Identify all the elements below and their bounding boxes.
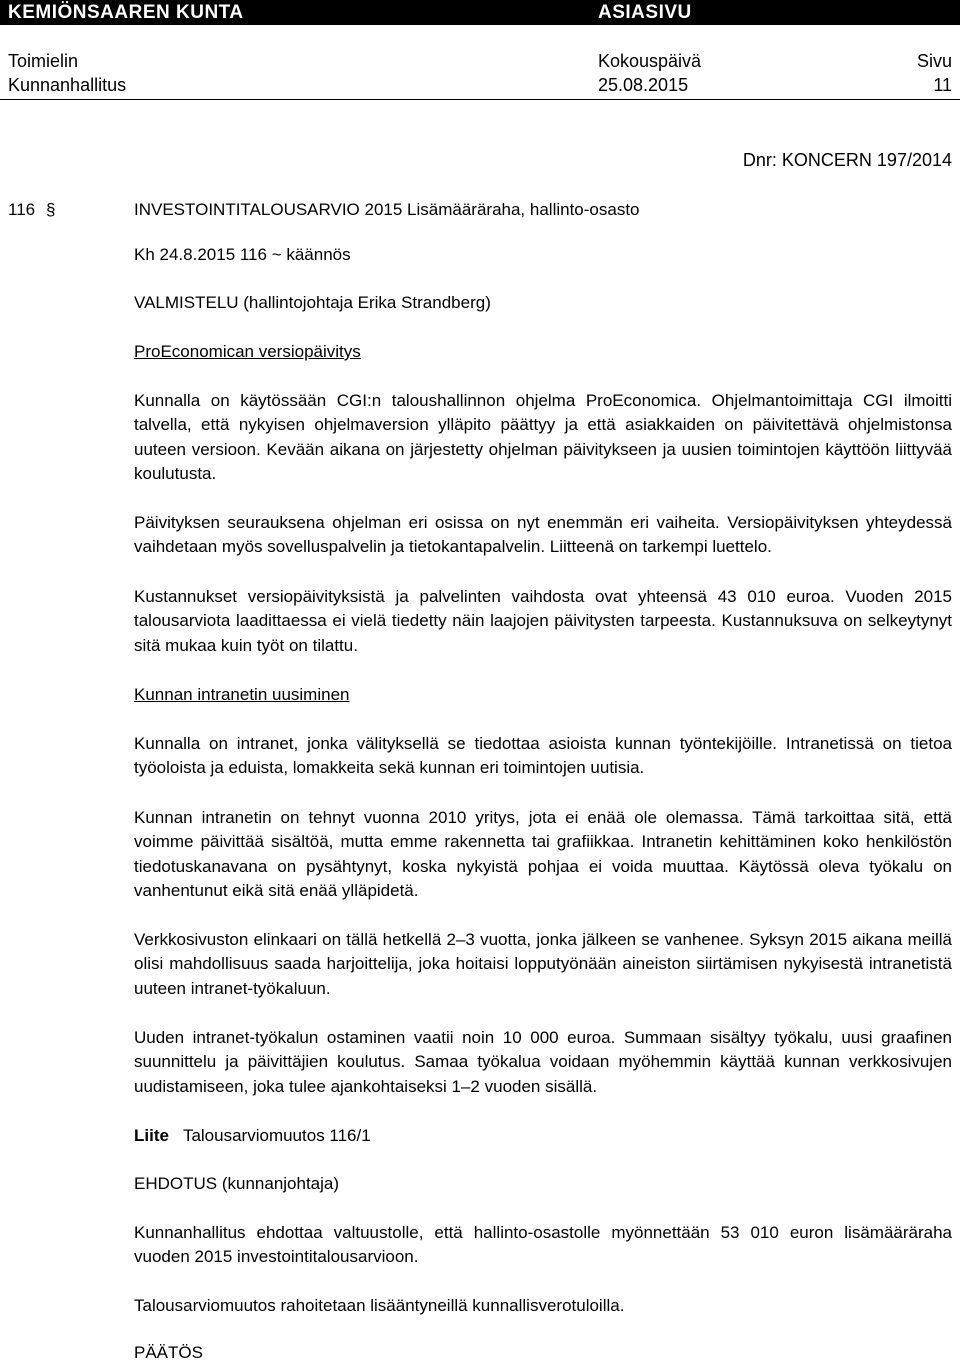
body-label: Toimielin — [8, 51, 79, 71]
item-title: INVESTOINTITALOUSARVIO 2015 Lisämääräraha, hallinto-osasto — [134, 200, 640, 219]
attachment-label: Liite — [134, 1126, 169, 1145]
header-divider — [0, 99, 960, 100]
body-value: Kunnanhallitus — [8, 75, 127, 95]
attachment-value: Talousarviomuutos 116/1 — [182, 1126, 371, 1145]
section-heading-intranet: Kunnan intranetin uusiminen — [134, 685, 350, 704]
preparer-line: VALMISTELU (hallintojohtaja Erika Strandberg) — [134, 293, 491, 312]
paragraph-9: Talousarviomuutos rahoitetaan lisääntyneillä kunnallisverotuloilla. — [134, 1296, 625, 1315]
decision-heading: PÄÄTÖS — [134, 1343, 203, 1362]
proposal-heading: EHDOTUS (kunnanjohtaja) — [134, 1174, 340, 1193]
date-value: 25.08.2015 — [598, 75, 689, 95]
section-heading-proeconomica: ProEconomican versiopäivitys — [134, 342, 361, 361]
paragraph-1: Kunnalla on käytössään CGI:n taloushallinnon ohjelma ProEconomica. Ohjelmantoimittaja CGI ilmoitti talvella, että nykyisen ohjelmaversion ylläpito päättyy ja että asiakkaiden on päivitettävä ohjelmistonsa uuteen versioon. Kevään aikana on järjestetty ohjelman päivitykseen ja uusien toimintojen käyttöön liittyvää koulutusta. — [134, 391, 952, 483]
item-number: 116 — [8, 200, 36, 219]
paragraph-8: Kunnanhallitus ehdottaa valtuustolle, että hallinto-osastolle myönnettään 53 010 euron lisämääräraha vuoden 2015 investointitalousarvioon. — [134, 1223, 952, 1267]
paragraph-7: Uuden intranet-työkalun ostaminen vaatii noin 10 000 euroa. Summaan sisältyy työkalu, uusi graafinen suunnittelu ja päivittäjien koulutus. Samaa työkalua voidaan myöhemmin käyttää kunnan verkkosivujen uudistamiseen, joka tulee ajankohtaiseksi 1–2 vuoden sisällä. — [134, 1028, 952, 1096]
organization-name: KEMIÖNSAAREN KUNTA — [8, 2, 244, 23]
paragraph-5: Kunnan intranetin on tehnyt vuonna 2010 yritys, jota ei enää ole olemassa. Tämä tarkoittaa sitä, että voimme päivittää sisältöä, mutta emme rakennetta tai grafiikkaa. Intranetin kehittäminen koko henkilöstön tiedotuskanavana on pysähtynyt, koska nykyistä pohjaa ei voida muuttaa. Käytössä oleva työkalu on vanhentunut eikä sitä enää ylläpidetä. — [134, 808, 952, 900]
attachment-line — [134, 1124, 371, 1148]
page-value: 11 — [933, 75, 952, 95]
case-number: Dnr: KONCERN 197/2014 — [742, 150, 952, 170]
page-label: Sivu — [916, 51, 952, 71]
document-type: ASIASIVU — [598, 2, 692, 23]
paragraph-6: Verkkosivuston elinkaari on tällä hetkellä 2–3 vuotta, jonka jälkeen se vanhenee. Syksyn 2015 aikana meillä olisi mahdollisuus saada harjoittelija, joka hoitaisi lopputyönään aineiston siirtämisen nykyisestä intranetistä uuteen intranet-työkaluun. — [134, 930, 952, 998]
date-label: Kokouspäivä — [598, 51, 702, 71]
document-banner — [0, 0, 960, 25]
translation-note: Kh 24.8.2015 116 ~ käännös — [134, 245, 351, 264]
paragraph-2: Päivityksen seurauksena ohjelman eri osissa on nyt enemmän eri vaiheita. Versiopäivityksen yhteydessä vaihdetaan myös sovelluspalvelin ja tietokantapalvelin. Liitteenä on tarkempi luettelo. — [134, 513, 952, 557]
paragraph-4: Kunnalla on intranet, jonka välityksellä se tiedottaa asioista kunnan työntekijöille. Intranetissä on tietoa työoloista ja eduista, lomakkeita sekä kunnan eri toimintojen uutisia. — [134, 734, 952, 778]
paragraph-3: Kustannukset versiopäivityksistä ja palvelinten vaihdosta ovat yhteensä 43 010 euroa. Vuoden 2015 talousarviota laadittaessa ei vielä tiedetty näin laajojen päivitysten tarpeesta. Kustannuksuva on selkeytynyt sitä mukaa kuin työt on tilattu. — [134, 587, 952, 655]
section-mark: § — [46, 200, 56, 219]
